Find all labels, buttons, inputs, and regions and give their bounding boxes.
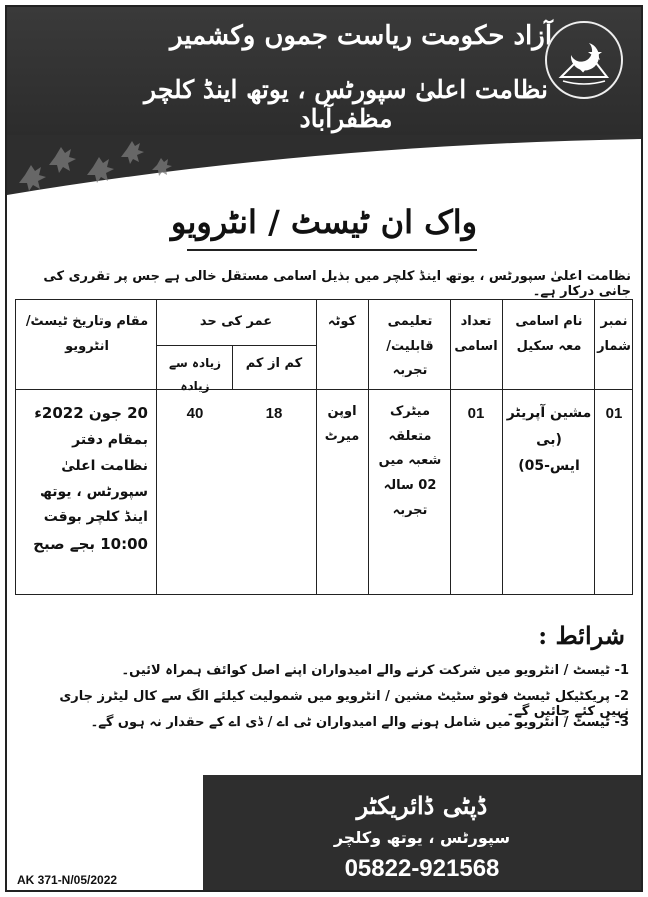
column-divider — [368, 300, 369, 594]
age-subheader-line — [156, 345, 316, 346]
government-title: آزاد حکومت ریاست جموں وکشمیر — [169, 21, 553, 51]
row-age-max: 40 — [186, 405, 204, 422]
page-title: واک ان ٹیسٹ / انٹرویو — [170, 203, 478, 241]
column-divider — [316, 300, 317, 594]
intro-text: نظامت اعلیٰ سپورٹس ، یوتھ اینڈ کلچر میں بذیل اسامی مستقل خالی ہے جس پر تقرری کی جانی درکار ہے۔ — [43, 269, 631, 299]
row-venue — [30, 400, 148, 559]
posts-table — [15, 299, 633, 595]
row-age-min: 18 — [265, 405, 283, 422]
header-age: عمر کی حد — [199, 314, 273, 329]
condition-item: 1- ٹیسٹ / انٹرویو میں شرکت کرنے والے امیدواران اپنے اصل کوائف ہمراہ لائیں۔ — [121, 663, 629, 678]
venue-place: بمقام دفتر نظامت اعلیٰ سپورٹس ، یوتھ اینڈ کلچر بوقت — [39, 431, 148, 526]
header-qualification: تعلیمی قابلیت/ تجربہ — [386, 314, 434, 379]
header-age-min: کم از کم — [245, 356, 303, 371]
government-emblem-icon — [545, 21, 623, 99]
header-age-max: زیادہ سے زیادہ — [168, 356, 222, 393]
row-serial: 01 — [605, 405, 623, 422]
advertisement-page — [5, 5, 643, 892]
reference-number: AK 371-N/05/2022 — [17, 873, 118, 887]
row-qualification: میٹرک متعلقہ شعبہ میں 02 سالہ تجربہ — [378, 404, 442, 518]
department-title: نظامت اعلیٰ سپورٹس ، یوتھ اینڈ کلچر مظفرآباد — [144, 75, 548, 133]
title-underline — [187, 249, 477, 251]
venue-time: 10:00 بجے صبح — [33, 535, 148, 554]
condition-item: 2- پریکٹیکل ٹیسٹ فوٹو سٹیٹ مشین / انٹرویو میں شمولیت کیلئے الگ سے کال لیٹرز جاری نہیں کئے جائیں گے۔ — [59, 689, 629, 719]
header-count: تعداد اسامی — [454, 314, 498, 354]
row-post: مشین آپریٹر (بی ایس-05) — [506, 405, 592, 475]
column-divider — [502, 300, 503, 594]
header-quota: کوٹہ — [327, 314, 357, 329]
department-name: سپورٹس ، یوتھ وکلچر — [333, 828, 511, 847]
row-quota: اوپن میرٹ — [324, 404, 360, 444]
conditions-title: شرائط : — [538, 621, 625, 650]
leaf-decoration-icon — [7, 135, 641, 195]
header-post: نام اسامی معہ سکیل — [515, 314, 583, 354]
venue-date: 20 جون 2022ء — [34, 404, 148, 422]
header-venue: مقام وتاریخ ٹیسٹ/ انٹرویو — [25, 314, 149, 354]
designation: ڈپٹی ڈائریکٹر — [356, 791, 488, 820]
row-count: 01 — [467, 405, 485, 422]
header-band — [7, 7, 641, 137]
column-divider — [450, 300, 451, 594]
header-serial: نمبر شمار — [597, 314, 631, 354]
phone-number: 05822-921568 — [344, 855, 500, 882]
footer-band — [203, 775, 641, 890]
age-subheader-divider — [232, 345, 233, 390]
column-divider — [594, 300, 595, 594]
condition-item: 3- ٹیسٹ / انٹرویو میں شامل ہونے والے امیدواران ٹی اے / ڈی اے کے حقدار نہ ہوں گے۔ — [90, 715, 629, 730]
